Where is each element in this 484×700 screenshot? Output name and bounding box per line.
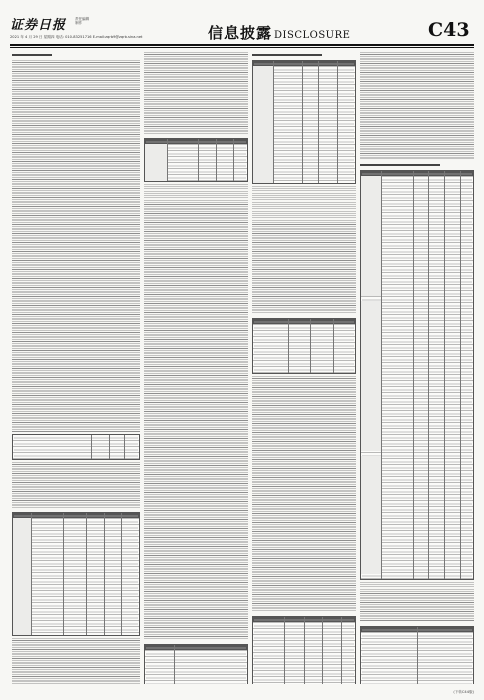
editor-info [75,17,89,25]
editor-line: 责任编辑 [75,17,90,21]
contact-line: 制作 [75,21,83,25]
column-3 [252,52,356,684]
data-table [12,512,140,636]
body-text [360,52,474,160]
body-text [12,462,140,508]
data-table [252,60,356,184]
body-text [360,582,474,622]
table-caption [360,164,440,166]
data-table [252,616,356,684]
column-2 [144,52,248,684]
continued-note: (下转C44版) [453,690,474,694]
newspaper-logo: 证券日报 [10,18,67,33]
section-title [208,22,350,43]
body-text [144,184,248,640]
body-text [144,52,248,134]
body-text [252,376,356,612]
section-title-cn: 信息披露 [208,24,273,42]
data-table [144,644,248,684]
section-title-en: DISCLOSURE [274,30,351,41]
data-table [12,434,140,460]
body-text [12,638,140,684]
header-rule-thick [10,44,474,46]
data-table [360,170,474,580]
body-text [12,60,140,432]
column-4 [360,52,474,684]
table-caption [252,54,322,56]
column-heading [12,54,52,56]
body-text [252,186,356,314]
data-table [360,626,474,684]
data-table [144,138,248,182]
data-table [252,318,356,374]
page-code: C43 [428,19,470,41]
dateline: 2021 年 4 月 29 日 星期四 电话: 010-83251716 E-mail:zqrb9@zqrb.sina.net [10,35,143,39]
column-1 [12,52,140,684]
header-rule-thin [10,47,474,48]
